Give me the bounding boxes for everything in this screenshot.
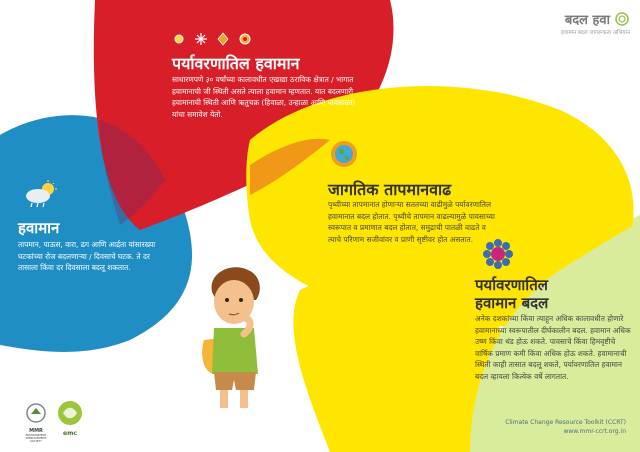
mmr-logo-label: MMR (29, 428, 43, 434)
leaf-icon (216, 32, 230, 46)
flower-small-icon (238, 32, 252, 46)
section-body-weather: तापमान, पाऊस, वारा, ढग आणि आर्द्रता यांसारख्या घटकांच्या रोज बदलणाऱ्या / दिवसाचे घटक. ते दर तासाला किंवा दर दिवसाला बदलू शकतात. (18, 240, 156, 273)
flower-icon (482, 238, 514, 270)
mmr-emblem-icon (25, 402, 47, 424)
section-title-global-warming: जागतिक तापमानवाढ (328, 180, 452, 199)
brand-logo (561, 10, 630, 36)
mmr-logo (22, 402, 50, 444)
emc-logo (54, 400, 86, 437)
toolkit-url[interactable]: www.mmr-ccrt.org.in (563, 428, 626, 435)
section-body-climate-change: अनेक दशकांच्या किंवा त्याहून अधिक कालावधीत होणारे हवामानाच्या स्वरूपातील दीर्घकालीन बदल. हवामान अधिक उष्ण किंवा थंड होऊ शकते. पावसाचे किंवा हिमवृष्टीचे वार्षिक प्रमाण कमी किंवा अधिक होऊ शकते. हवामानाची स्थिती काही तासात बदलू शकते, पर्यावरणातिल हवामान बदल व्हायला कित्येक वर्षे लागतात. (475, 314, 631, 381)
boy-illustration (196, 262, 276, 412)
section-title-weather: हवामान (18, 219, 60, 237)
cloud-sun-icon (22, 180, 60, 208)
emc-emblem-icon (57, 400, 83, 426)
section-title-climate-change-l1: पर्यावरणातिल (475, 276, 548, 294)
emc-logo-label: emc (63, 430, 77, 437)
toolkit-name: Climate Change Resource Toolkit (CCRT) (505, 419, 626, 426)
weather-icons-row (172, 32, 252, 46)
section-title-environment-climate: पर्यावरणातिल हवामान (172, 54, 300, 73)
sun-icon (172, 32, 186, 46)
toolkit-credit (505, 418, 626, 436)
wind-swirl-icon (614, 11, 630, 27)
snowflake-icon (194, 32, 208, 46)
brand-name: बदल हवा (564, 13, 610, 28)
section-body-global-warming: पृथ्वीच्या तापमानात होणाऱ्या सततच्या वाढीमुळे पर्यावरणातिल हवामानात बदल होतात. पृथ्वीचे तापमान वाढल्यामुळे पावसाच्या स्वरूपात व प्रमाणात बदल होतात, समुद्राची पातळी वाढते व त्याचे परिणाम सजीवांवर व प्राणी सृष्टीवर होत असतात. (328, 200, 495, 244)
section-title-climate-change-l2: हवामान बदल (475, 294, 549, 312)
section-body-environment-climate: साधारणपणे ३० वर्षांच्या कालावधीत एखाद्या ठराविक क्षेत्रात / भागात हवामानाची जी स्थिती असते त्याला हवामान म्हणतात. यात बदलणारी हवामानाची स्थिती आणि ऋतुचक्र (हिवाळा, उन्हाळा आणि पावसाळा) यांचा समावेश येतो. (172, 75, 356, 119)
mmr-logo-sub: ENVIRONMENT IMPROVEMENT SOCIETY (25, 433, 47, 444)
earth-icon (330, 140, 358, 168)
brand-tagline: हवामान बदल जागरूकता अभियान (560, 30, 630, 36)
